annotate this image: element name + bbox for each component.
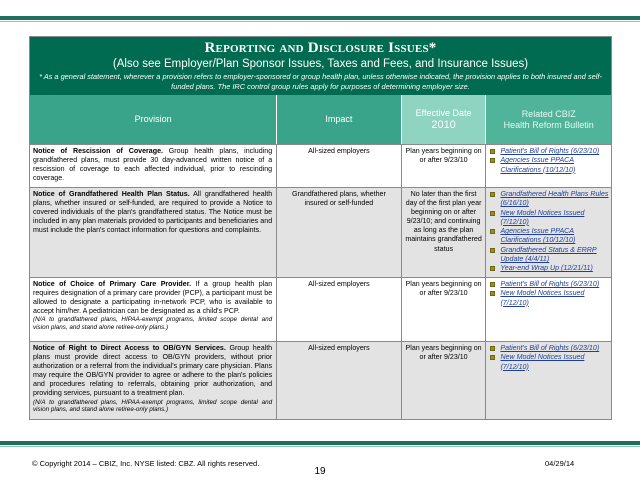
banner-title: Reporting and Disclosure Issues* [204, 40, 437, 56]
effective-date-cell: No later than the first day of the first plan year beginning on or after 9/23/10; and continuing as long as the plan maintains grandfathered status [402, 188, 487, 277]
related-bulletin-cell [486, 145, 611, 187]
bulletin-list [490, 344, 609, 372]
bulletin-link[interactable] [490, 156, 609, 175]
header-provision-label: Provision [134, 114, 172, 124]
column-headers [30, 95, 611, 144]
bulletin-link[interactable] [490, 209, 609, 228]
square-bullet-icon [490, 149, 495, 154]
square-bullet-icon [490, 282, 495, 287]
footer-copyright: © Copyright 2014 – CBIZ, Inc. NYSE listed: CBZ. All rights reserved. [32, 459, 260, 468]
bulletin-link-label: Grandfathered Health Plans Rules (6/16/10) [500, 190, 609, 208]
bulletin-link[interactable] [490, 280, 609, 289]
table-banner [30, 37, 611, 95]
bulletin-link-label: New Model Notices Issued (7/12/10) [500, 289, 585, 307]
bulletin-link-label: Agencies Issue PPACA Clarifications (10/12/10) [500, 156, 576, 174]
header-provision [30, 95, 277, 144]
square-bullet-icon [490, 291, 495, 296]
header-related-line2: Health Reform Bulletin [503, 119, 594, 130]
square-bullet-icon [490, 158, 495, 163]
related-bulletin-cell [486, 188, 611, 277]
bulletin-link-label: Grandfathered Status & ERRP Update (4/4/11) [500, 245, 597, 264]
provision-note: (N/A to grandfathered plans, HIPAA-exempt programs, limited scope dental and vision plans, and stand alone retiree-only plans.) [33, 398, 273, 414]
bulletin-link-label: Patient's Bill of Rights (6/23/10) [500, 344, 600, 352]
square-bullet-icon [490, 192, 495, 197]
provision-text: All grandfathered health plans, whether insured or self-funded, are required to provide a Notice to covered individuals of the plan's grandfathered status. The Notice must be included in any plan materials provided to participants and beneficiaries and must include the plan's contact information for questions and complaints. [33, 190, 273, 235]
bulletin-link[interactable] [490, 289, 609, 308]
table-row [30, 341, 611, 419]
effective-date-cell: Plan years beginning on or after 9/23/10 [402, 342, 487, 419]
header-impact-label: Impact [325, 114, 353, 124]
provision-cell [30, 278, 277, 341]
banner-note: * As a general statement, wherever a provision refers to employer-sponsored or group health plan, unless otherwise indicated, the provision applies to both insured and self-funded plans. The IRC control group rules apply for purposes of determining employer size. [39, 72, 602, 91]
bulletin-link[interactable] [490, 190, 609, 209]
square-bullet-icon [490, 266, 495, 271]
related-bulletin-cell [486, 278, 611, 341]
bulletin-link[interactable] [490, 246, 609, 265]
provision-heading: Notice of Right to Direct Access to OB/GYN Services. [33, 344, 226, 352]
provision-text: Group health plans, including grandfathered plans, must provide 30 day-advanced written notice of a rescission of coverage to each affected individual, prior to rescinding coverage. [33, 147, 273, 183]
provision-text: Group health plans must provide direct access to OB/GYN providers, without prior authorization or a referral from the individual's primary care physician. Plans may require the OB/GYN provider to agree or adhere to the plan's policies and procedures relating to referrals, obtaining prior authorization, and providing services, pursuant to a treatment plan. [33, 344, 273, 398]
top-rule [0, 16, 640, 20]
provision-cell [30, 188, 277, 277]
impact-cell: All-sized employers [277, 145, 402, 187]
square-bullet-icon [490, 248, 495, 253]
reporting-disclosure-table [29, 36, 612, 420]
provision-heading: Notice of Rescission of Coverage. [33, 147, 163, 155]
bulletin-list [490, 147, 609, 175]
bulletin-link-label: Patient's Bill of Rights (6/23/10) [500, 147, 600, 155]
provision-text: If a group health plan requires designation of a primary care provider (PCP), a participant must be allowed to designate a participating in-network PCP, who is available to accept him/her. A pediatrician can be designated as a child's PCP. [33, 280, 273, 316]
footer-date: 04/29/14 [545, 459, 575, 468]
bulletin-link[interactable] [490, 264, 609, 273]
bulletin-list [490, 190, 609, 274]
header-effective-line1: Effective Date [415, 107, 472, 118]
provision-heading: Notice of Choice of Primary Care Provider. [33, 280, 192, 288]
bulletin-link[interactable] [490, 227, 609, 246]
header-effective-year: 2010 [431, 118, 456, 131]
provision-cell [30, 342, 277, 419]
impact-cell: All-sized employers [277, 342, 402, 419]
bulletin-link[interactable] [490, 147, 609, 156]
bulletin-list [490, 280, 609, 308]
header-impact [277, 95, 402, 144]
square-bullet-icon [490, 355, 495, 360]
related-bulletin-cell [486, 342, 611, 419]
page-number: 19 [314, 466, 326, 477]
bottom-rule [0, 441, 640, 445]
bulletin-link-label: New Model Notices Issued (7/12/10) [500, 353, 585, 371]
provision-cell [30, 145, 277, 187]
provision-heading: Notice of Grandfathered Health Plan Status. [33, 190, 190, 198]
bulletin-link[interactable] [490, 353, 609, 372]
bulletin-link-label: Year-end Wrap Up (12/21/11) [500, 264, 593, 273]
header-related-bulletin [486, 95, 611, 144]
square-bullet-icon [490, 229, 495, 234]
square-bullet-icon [490, 346, 495, 351]
bulletin-link-label: Agencies Issue PPACA Clarifications (10/12/10) [500, 227, 576, 245]
header-related-line1: Related CBIZ [521, 108, 576, 119]
effective-date-cell: Plan years beginning on or after 9/23/10 [402, 278, 487, 341]
impact-cell: All-sized employers [277, 278, 402, 341]
table-row [30, 144, 611, 187]
provision-note: (N/A to grandfathered plans, HIPAA-exempt programs, limited scope dental and vision plans, and stand alone retiree-only plans.) [33, 316, 273, 331]
effective-date-cell: Plan years beginning on or after 9/23/10 [402, 145, 487, 187]
impact-cell: Grandfathered plans, whether insured or self-funded [277, 188, 402, 277]
header-effective-date [402, 95, 487, 144]
banner-subtitle: (Also see Employer/Plan Sponsor Issues, Taxes and Fees, and Insurance Issues) [112, 58, 529, 70]
bulletin-link-label: Patient's Bill of Rights (6/23/10) [500, 280, 600, 288]
table-row [30, 187, 611, 277]
top-rule-thin [0, 21, 640, 22]
table-row [30, 277, 611, 341]
bulletin-link[interactable] [490, 344, 609, 353]
bottom-rule-thin [0, 446, 640, 447]
bulletin-link-label: New Model Notices Issued (7/12/10) [500, 208, 585, 226]
square-bullet-icon [490, 211, 495, 216]
